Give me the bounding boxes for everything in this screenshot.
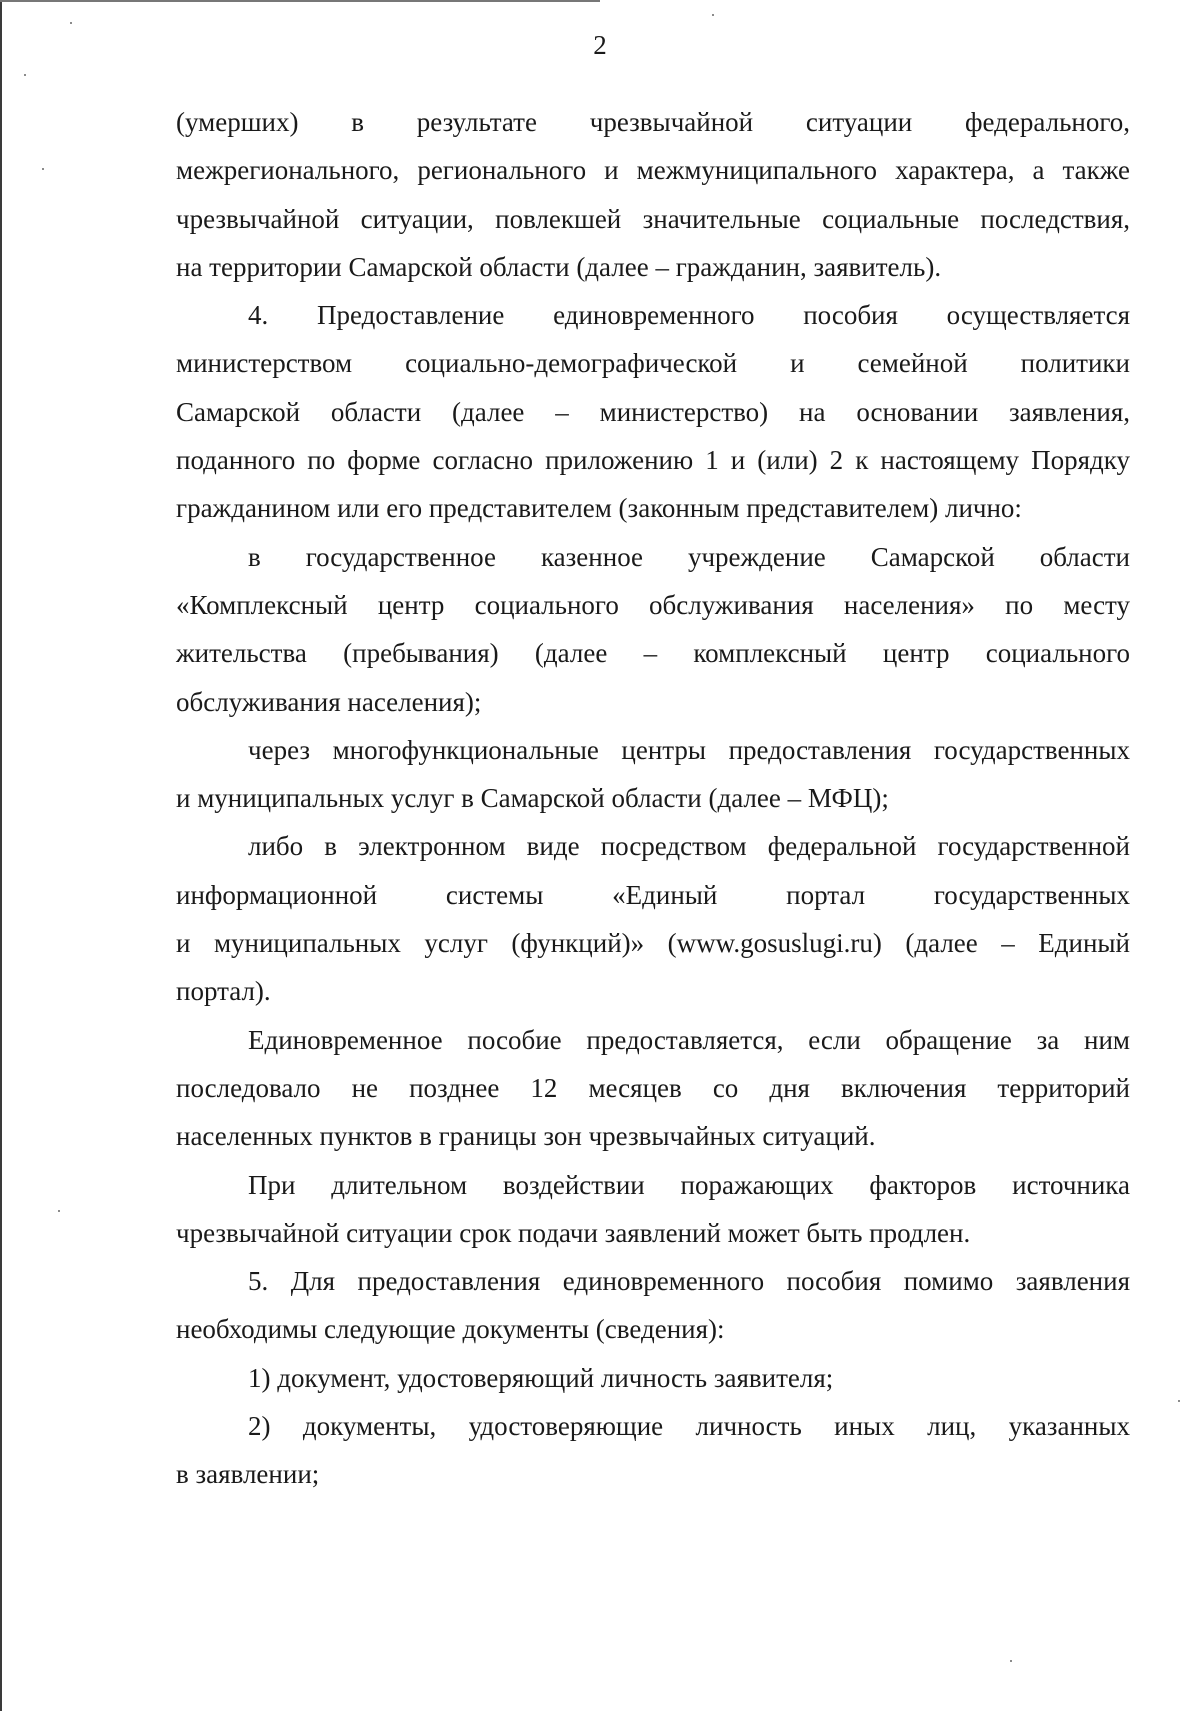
scan-speck <box>1178 1400 1180 1402</box>
scan-speck <box>58 1210 60 1212</box>
paragraph <box>176 1016 1130 1161</box>
text-line: и муниципальных услуг (функций)» (www.gosuslugi.ru) (далее – Единый <box>176 928 1130 959</box>
scan-speck <box>42 168 44 170</box>
scan-speck <box>1010 1660 1012 1662</box>
text-line: 4. Предоставление единовременного пособия осуществляется <box>248 300 1130 331</box>
paragraph <box>176 822 1130 1015</box>
text-line: через многофункциональные центры предоставления государственных <box>248 734 1130 765</box>
text-line: чрезвычайной ситуации, повлекшей значительные социальные последствия, <box>176 203 1130 234</box>
scan-speck <box>24 74 26 76</box>
text-line: поданного по форме согласно приложению 1 и (или) 2 к настоящему Порядку <box>176 445 1130 476</box>
text-line: в заявлении; <box>176 1459 320 1490</box>
text-line: в государственное казенное учреждение Самарской области <box>248 541 1130 572</box>
text-line: межрегионального, регионального и межмуниципального характера, а также <box>176 155 1130 186</box>
text-line: информационной системы «Единый портал государственных <box>176 879 1130 910</box>
text-line: (умерших) в результате чрезвычайной ситуации федерального, <box>176 107 1130 137</box>
scan-top-edge <box>0 0 600 2</box>
paragraph <box>176 1257 1130 1354</box>
text-line: либо в электронном виде посредством федеральной государственной <box>248 831 1130 862</box>
scan-left-edge <box>0 0 2 1711</box>
text-line: необходимы следующие документы (сведения): <box>176 1314 725 1345</box>
text-line: 2) документы, удостоверяющие личность иных лиц, указанных <box>248 1411 1130 1442</box>
paragraph <box>176 1354 1130 1402</box>
text-line: населенных пунктов в границы зон чрезвычайных ситуаций. <box>176 1121 876 1152</box>
text-line: портал). <box>176 976 271 1007</box>
text-line: министерством социально-демографической и семейной политики <box>176 348 1130 379</box>
text-line: чрезвычайной ситуации срок подачи заявлений может быть продлен. <box>176 1217 971 1248</box>
text-line: Единовременное пособие предоставляется, если обращение за ним <box>248 1024 1130 1055</box>
page-number: 2 <box>593 30 607 60</box>
paragraph <box>176 98 1130 291</box>
text-line: 1) документ, удостоверяющий личность заявителя; <box>248 1362 834 1393</box>
text-line: Самарской области (далее – министерство) на основании заявления, <box>176 396 1130 427</box>
text-line: на территории Самарской области (далее – гражданин, заявитель). <box>176 251 942 282</box>
paragraph <box>176 726 1130 823</box>
text-line: обслуживания населения); <box>176 686 482 717</box>
paragraph <box>176 1161 1130 1258</box>
text-line: При длительном воздействии поражающих факторов источника <box>248 1169 1130 1200</box>
text-line: и муниципальных услуг в Самарской области (далее – МФЦ); <box>176 783 889 814</box>
paragraph <box>176 291 1130 532</box>
document-body <box>176 98 1130 1499</box>
text-line: «Комплексный центр социального обслуживания населения» по месту <box>176 589 1130 620</box>
text-line: гражданином или его представителем (законным представителем) лично: <box>176 493 1022 524</box>
paragraph <box>176 1402 1130 1499</box>
text-line: последовало не позднее 12 месяцев со дня включения территорий <box>176 1072 1130 1103</box>
paragraph <box>176 533 1130 726</box>
scan-speck <box>70 22 72 24</box>
scan-speck <box>712 14 714 16</box>
text-line: 5. Для предоставления единовременного пособия помимо заявления <box>248 1266 1130 1297</box>
text-line: жительства (пребывания) (далее – комплексный центр социального <box>176 638 1130 669</box>
